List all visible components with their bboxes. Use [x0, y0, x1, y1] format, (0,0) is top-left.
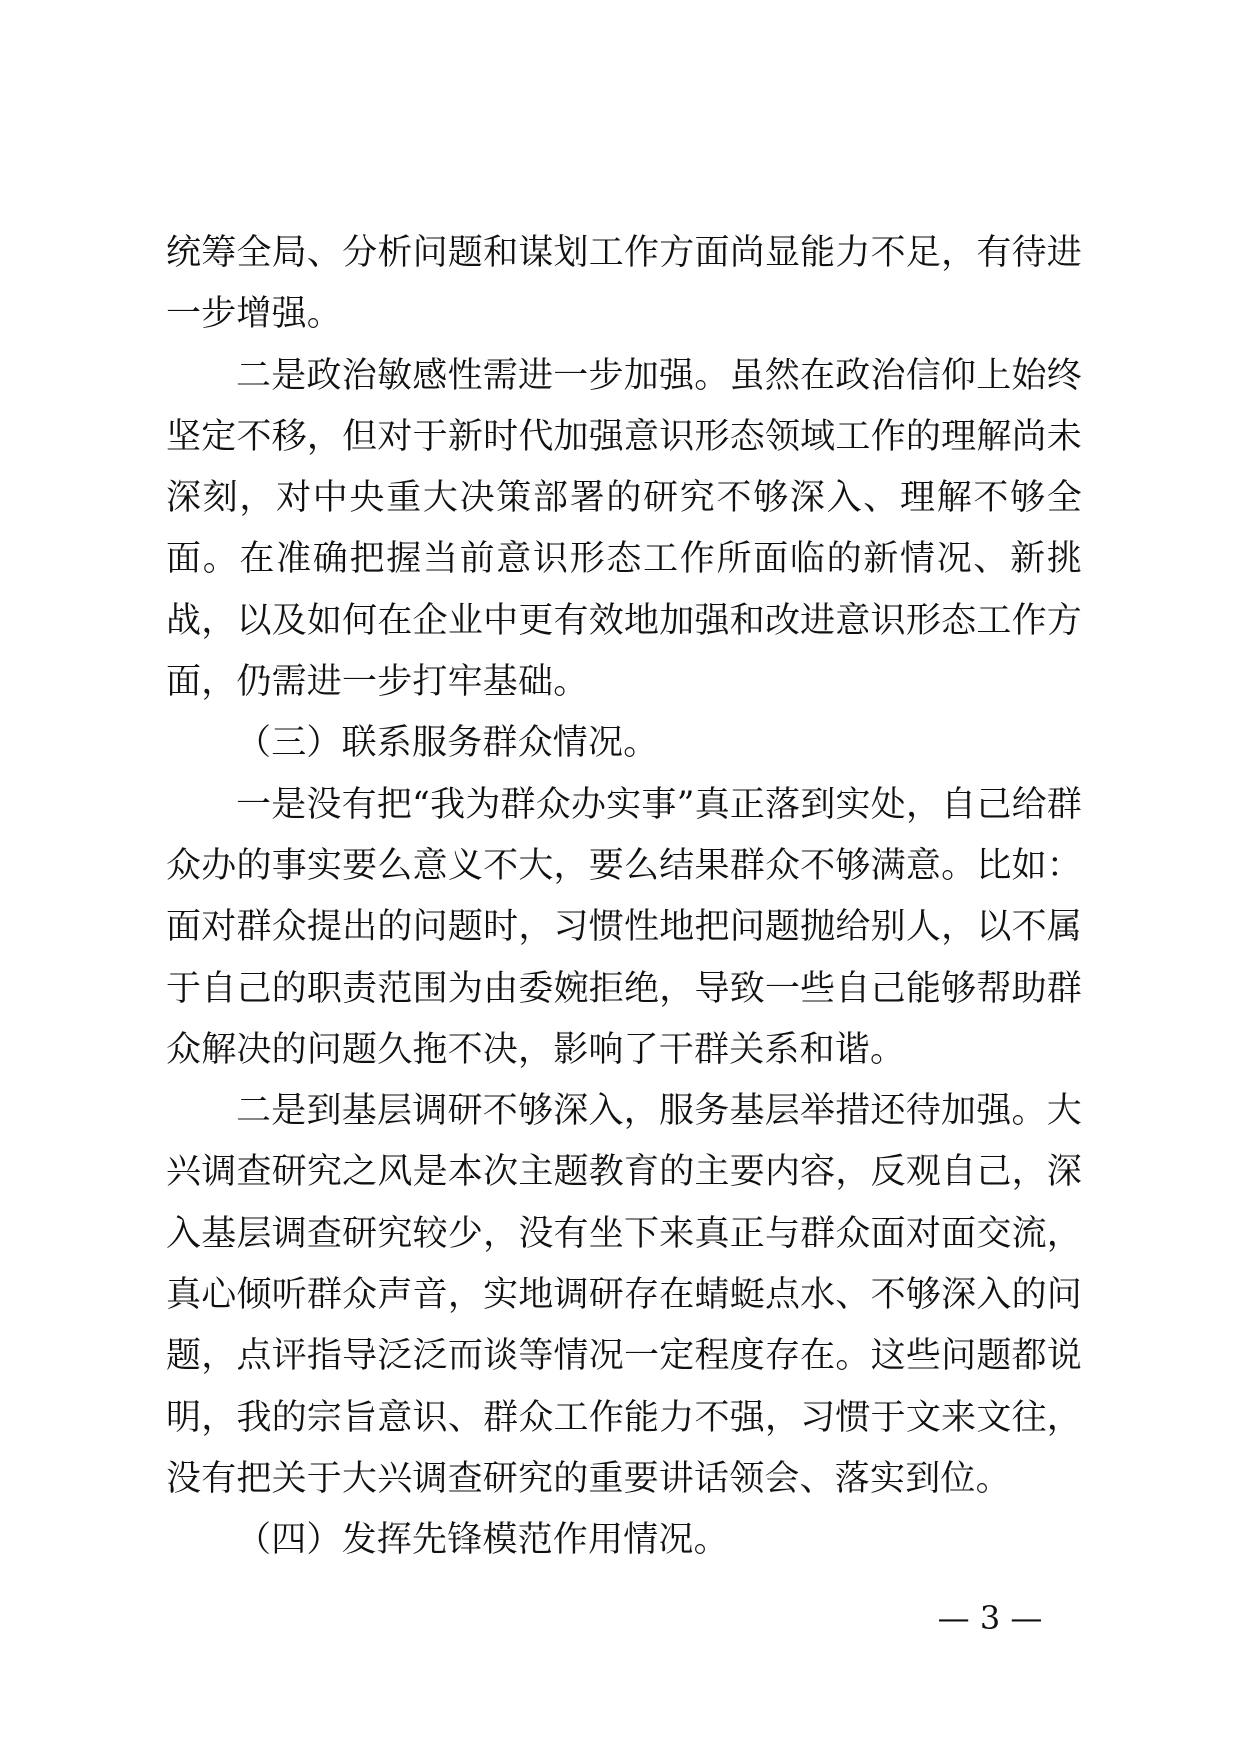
- page-number: — 3 —: [937, 1599, 1043, 1637]
- section-heading-serve-masses: （三）联系服务群众情况。: [236, 723, 659, 764]
- paragraph-practical-matters: 一是没有把“我为群众办实事”真正落到实处，自己给群众办的事实要么意义不大，要么结果群众不够满意。比如：面对群众提出的问题时，习惯性地把问题抛给别人，以不属于自己的职责范围为由委婉拒绝，导致一些自己能够帮助群众解决的问题久拖不决，影响了干群关系和谐。: [166, 784, 1082, 1070]
- paragraph-continuation: 统筹全局、分析问题和谋划工作方面尚显能力不足，有待进一步增强。: [166, 233, 1082, 335]
- section-heading-pioneer-role: （四）发挥先锋模范作用情况。: [236, 1520, 729, 1561]
- paragraph-political-sensitivity: 二是政治敏感性需进一步加强。虽然在政治信仰上始终坚定不移，但对于新时代加强意识形态领域工作的理解尚未深刻，对中央重大决策部署的研究不够深入、理解不够全面。在准确把握当前意识形态工作所面临的新情况、新挑战，以及如何在企业中更有效地加强和改进意识形态工作方面，仍需进一步打牢基础。: [166, 355, 1082, 703]
- paragraph-grassroots-research: 二是到基层调研不够深入，服务基层举措还待加强。大兴调查研究之风是本次主题教育的主要内容，反观自己，深入基层调查研究较少，没有坐下来真正与群众面对面交流，真心倾听群众声音，实地调研存在蜻蜓点水、不够深入的问题，点评指导泛泛而谈等情况一定程度存在。这些问题都说明，我的宗旨意识、群众工作能力不强，习惯于文来文往，没有把关于大兴调查研究的重要讲话领会、落实到位。: [166, 1091, 1082, 1499]
- document-body: [166, 223, 1082, 1572]
